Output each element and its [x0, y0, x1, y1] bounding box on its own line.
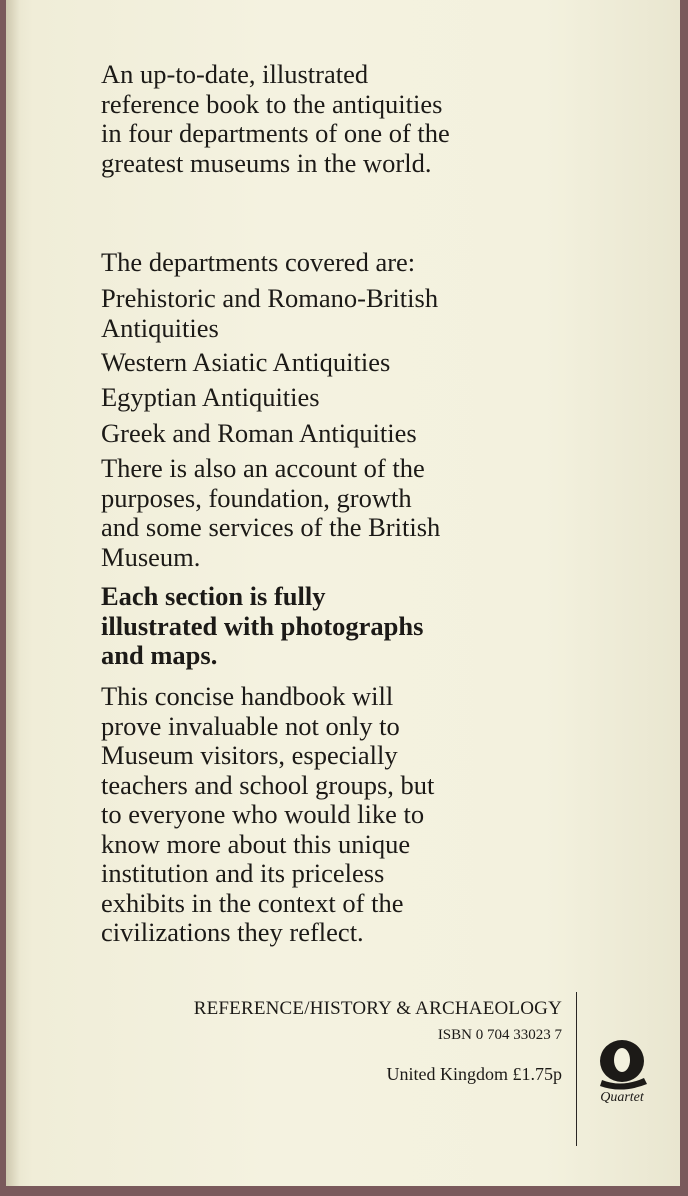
account-text: There is also an account of the purposes, foundation, growth and some services of the British Museum.	[101, 453, 441, 572]
department-item: Western Asiatic Antiquities	[101, 347, 391, 377]
quartet-q-logo-icon	[592, 1036, 652, 1092]
isbn-label: ISBN 0 704 33023 7	[437, 1027, 562, 1043]
back-cover	[6, 0, 680, 1186]
publisher-name: Quartet	[600, 1090, 644, 1105]
department-item: Egyptian Antiquities	[101, 382, 320, 412]
description-text: This concise handbook will prove invaluable not only to Museum visitors, especially teachers and school groups, but to everyone who would like to know more about this unique institution and its priceless exhibits in the context of the civilizations they reflect.	[101, 681, 435, 947]
price-label: United Kingdom £1.75p	[386, 1064, 562, 1084]
intro-text: An up-to-date, illustrated reference book to the antiquities in four departments of one of the greatest museums in the world.	[101, 59, 450, 178]
footer-divider	[576, 992, 577, 1146]
department-item: Prehistoric and Romano-British Antiquities	[101, 283, 439, 343]
category-label: REFERENCE/HISTORY & ARCHAEOLOGY	[193, 998, 562, 1019]
departments-heading: The departments covered are:	[101, 247, 416, 277]
department-item: Greek and Roman Antiquities	[101, 418, 417, 448]
highlight-text: Each section is fully illustrated with photographs and maps.	[101, 581, 424, 670]
